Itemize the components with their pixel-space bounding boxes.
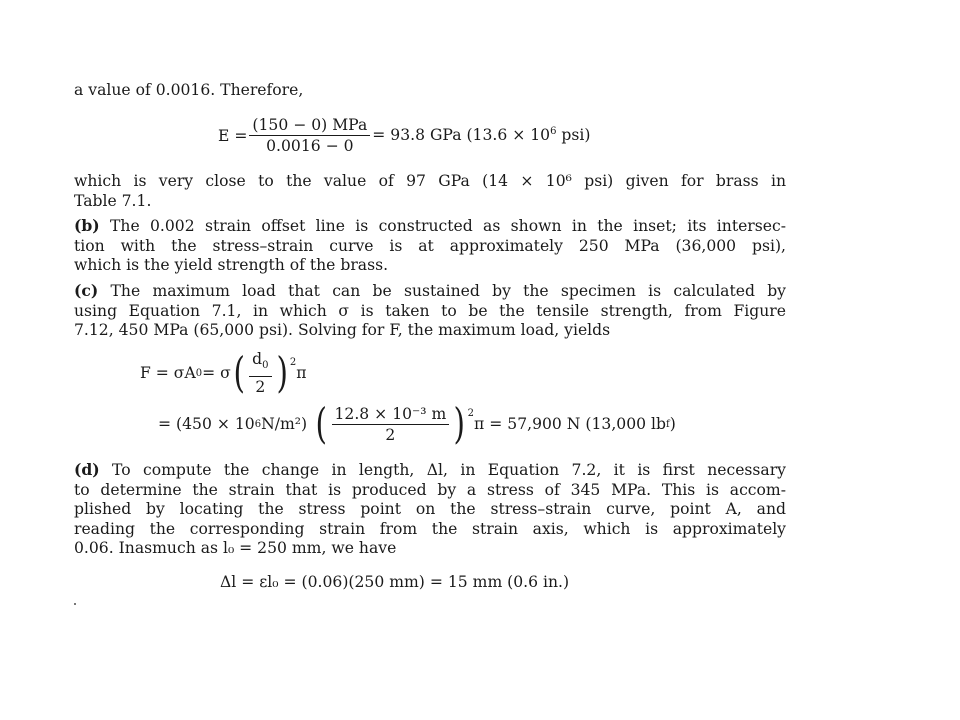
equation-fraction: $\frac{d_0}{2}$: [249, 350, 271, 396]
part-marker: (b): [74, 216, 100, 235]
part-marker: (c): [74, 281, 99, 300]
equation-load-formula: F = σA 0 = σ ( $\frac{d_0}{2}$ ) 2 π: [140, 348, 307, 398]
fraction-denominator: 0.0016 − 0: [266, 137, 354, 155]
paragraph-part-b: (b) The 0.002 strain offset line is constructed as shown in the inset; its intersec- tion with the stress–strain curve is at approximately 250 MPa (36,000 psi), which is the yield strength of the brass.: [74, 216, 786, 275]
paragraph-comparison: which is very close to the value of 97 GPa (14 × 10⁶ psi) given for brass in Table 7.1.: [74, 172, 786, 210]
equation-load-result: = (450 × 10 6 N/m²) ( $\frac{\text{12.8 × 10⁻³ m}}{2}$ ) 2 π = 57,900 N (13,000 lb f ): [158, 399, 676, 448]
equation-modulus: [218, 116, 590, 155]
paragraph-part-c: (c) The maximum load that can be sustained by the specimen is calculated by using Equation 7.1, in which σ is taken to be the tensile strength, from Figure 7.12, 450 MPa (65,000 psi). Solving for F, the maximum load, yields: [74, 281, 786, 340]
equation-lhs: E =: [218, 126, 248, 145]
equation-fraction: [249, 116, 370, 155]
part-marker: (d): [74, 460, 100, 479]
fraction-numerator: (150 − 0) MPa: [249, 116, 370, 136]
equation-elongation: Δl = εl₀ = (0.06)(250 mm) = 15 mm (0.6 in.): [220, 573, 570, 591]
equation-rhs: = 93.8 GPa ($13.6 \times 10^6$ psi): [372, 126, 591, 145]
paragraph-part-d: (d) To compute the change in length, Δl, in Equation 7.2, it is first necessary to determine the strain that is produced by a stress of 345 MPa. This is accom- plished by locating the stress point on the stress–strain curve, point A, and reading the corresponding strain from the strain axis, which is approximately 0.06. Inasmuch as l₀ = 250 mm, we have: [74, 460, 786, 558]
intro-text: a value of 0.0016. Therefore,: [74, 81, 304, 99]
stray-mark: [74, 603, 76, 605]
equation-fraction: $\frac{\text{12.8 × 10⁻³ m}}{2}$: [332, 405, 450, 444]
